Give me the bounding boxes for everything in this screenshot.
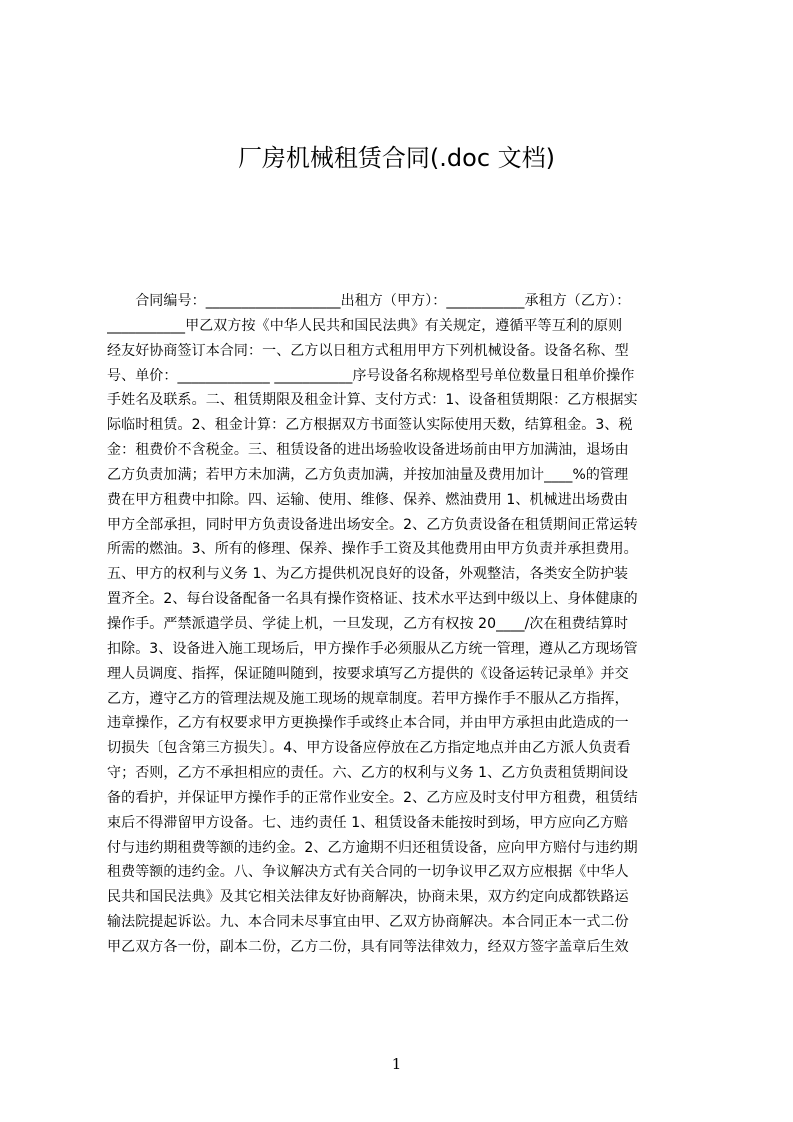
contract-text-line: 置齐全。2、每台设备配备一名具有操作资格证、技术水平达到中级以上、身体健康的 — [107, 591, 638, 608]
contract-text-line: 金：租费价不含税金。三、租赁设备的进出场验收设备进场前由甲方加满油，退场由 — [107, 442, 629, 459]
contract-text-line: 五、甲方的权利与义务 1、为乙方提供机况良好的设备，外观整洁，各类安全防护装 — [107, 566, 629, 583]
contract-text-line: 费在甲方租费中扣除。四、运输、使用、维修、保养、燃油费用 1、机械进出场费由 — [107, 491, 629, 508]
contract-text-line: 租费等额的违约金。八、争议解决方式有关合同的一切争议甲乙双方应根据《中华人 — [107, 864, 629, 881]
document-title: 厂房机械租赁合同(.doc 文档) — [237, 144, 556, 172]
contract-text-line: 号、单价：_____________ ___________序号设备名称规格型号单位数量日租单价操作 — [107, 367, 635, 384]
contract-text-line: 民共和国民法典》及其它相关法律友好协商解决，协商未果，双方约定向成都铁路运 — [107, 889, 629, 906]
contract-body — [107, 289, 697, 1029]
contract-text-line: 际临时租赁。2、租金计算：乙方根据双方书面签认实际使用天数，结算租金。3、税 — [107, 417, 633, 434]
contract-text-line: 切损失〔包含第三方损失〕。4、甲方设备应停放在乙方指定地点并由乙方派人负责看 — [107, 740, 631, 757]
contract-text-line: 输法院提起诉讼。九、本合同未尽事宜由甲、乙双方协商解决。本合同正本一式二份 — [107, 914, 629, 931]
contract-text-line: ___________甲乙双方按《中华人民共和国民法典》有关规定，遵循平等互利的原则 — [107, 317, 623, 334]
contract-text-line: 付与违约期租费等额的违约金。2、乙方逾期不归还租赁设备，应向甲方赔付与违约期 — [107, 839, 638, 856]
contract-text-line: 经友好协商签订本合同：一、乙方以日租方式租用甲方下列机械设备。设备名称、型 — [107, 342, 629, 359]
contract-text-line: 束后不得滞留甲方设备。七、违约责任 1、租赁设备未能按时到场，甲方应向乙方赔 — [107, 814, 629, 831]
contract-text-line: 违章操作，乙方有权要求甲方更换操作手或终止本合同，并由甲方承担由此造成的一 — [107, 715, 629, 732]
contract-text-line: 所需的燃油。3、所有的修理、保养、操作手工资及其他费用由甲方负责并承担费用。 — [107, 541, 638, 558]
contract-text-line: 理人员调度、指挥，保证随叫随到，按要求填写乙方提供的《设备运转记录单》并交 — [107, 665, 629, 682]
contract-text-line: 扣除。3、设备进入施工现场后，甲方操作手必须服从乙方统一管理，遵从乙方现场管 — [107, 640, 638, 657]
contract-text-line: 守；否则，乙方不承担相应的责任。六、乙方的权利与义务 1、乙方负责租赁期间设 — [107, 765, 629, 782]
contract-text-line: 备的看护，并保证甲方操作手的正常作业安全。2、乙方应及时支付甲方租费，租赁结 — [107, 789, 638, 806]
contract-text-line: 甲乙双方各一份，副本二份，乙方二份，具有同等法律效力，经双方签字盖章后生效 — [107, 938, 629, 955]
page-number: 1 — [391, 1055, 402, 1073]
contract-text-line: 操作手。严禁派遣学员、学徒上机，一旦发现，乙方有权按 20____/次在租费结算时 — [107, 615, 629, 632]
contract-text-line: 乙方负责加满；若甲方未加满，乙方负责加满，并按加油量及费用加计____%的管理 — [107, 466, 629, 483]
contract-text-line: 手姓名及联系。二、租赁期限及租金计算、支付方式：1、设备租赁期限：乙方根据实 — [107, 392, 638, 409]
contract-text-line: 合同编号：___________________出租方（甲方）：___________承租方（乙方）： — [107, 293, 631, 309]
contract-text-line: 甲方全部承担，同时甲方负责设备进出场安全。2、乙方负责设备在租赁期间正常运转 — [107, 516, 638, 533]
contract-text-line: 乙方，遵守乙方的管理法规及施工现场的规章制度。若甲方操作手不服从乙方指挥， — [107, 690, 629, 707]
